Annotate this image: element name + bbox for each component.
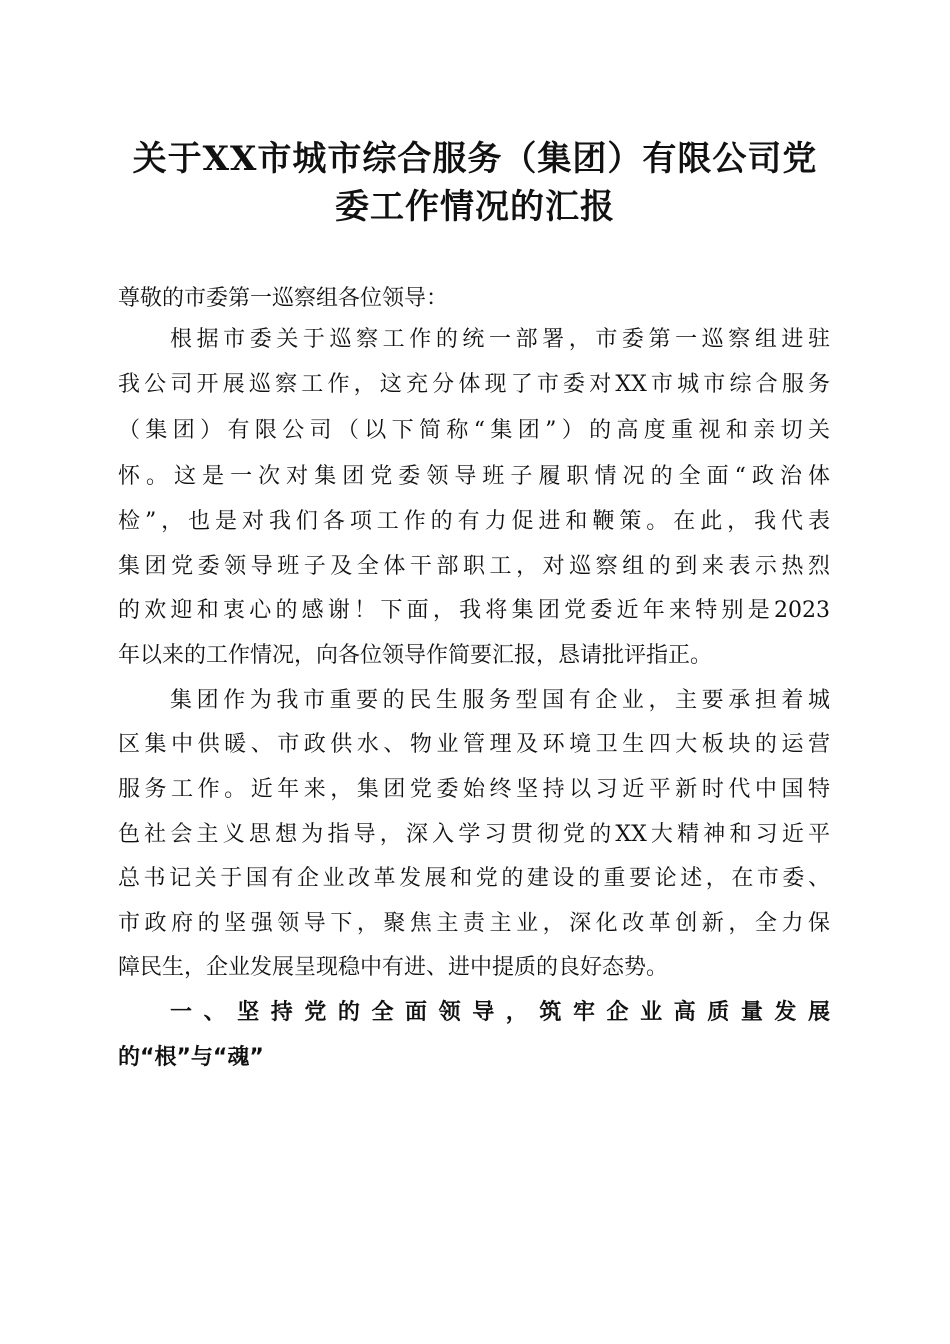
paragraph-2-line: 障民生，企业发展呈现稳中有进、进中提质的良好态势。 xyxy=(118,955,669,980)
section-heading-line-1: 一、坚持党的全面领导，筑牢企业高质量发展 xyxy=(170,1000,830,1025)
paragraph-2-line: 总书记关于国有企业改革发展和党的建设的重要论述，在市委、 xyxy=(118,866,830,891)
paragraph-1-line: 怀。这是一次对集团党委领导班子履职情况的全面“政治体 xyxy=(118,464,830,489)
paragraph-1-line: 集团党委领导班子及全体干部职工，对巡察组的到来表示热烈 xyxy=(118,554,830,579)
paragraph-1-line: 检”，也是对我们各项工作的有力促进和鞭策。在此，我代表 xyxy=(118,509,830,534)
document-title-line-2: 委工作情况的汇报 xyxy=(335,187,615,227)
paragraph-2-line: 区集中供暖、市政供水、物业管理及环境卫生四大板块的运营 xyxy=(118,732,830,757)
paragraph-1-line: 的欢迎和衷心的感谢！下面，我将集团党委近年来特别是2023 xyxy=(118,598,830,623)
paragraph-1-line: 根据市委关于巡察工作的统一部署，市委第一巡察组进驻 xyxy=(170,327,830,352)
document-title-line-1: 关于XX市城市综合服务（集团）有限公司党 xyxy=(132,139,818,179)
paragraph-1-line: 年以来的工作情况，向各位领导作简要汇报，恳请批评指正。 xyxy=(118,643,713,668)
paragraph-1-line: （集团）有限公司（以下简称“集团”）的高度重视和亲切关 xyxy=(118,418,830,443)
paragraph-2-line: 色社会主义思想为指导，深入学习贯彻党的XX大精神和习近平 xyxy=(118,822,830,847)
salutation: 尊敬的市委第一巡察组各位领导： xyxy=(118,286,449,311)
paragraph-2-line: 市政府的坚强领导下，聚焦主责主业，深化改革创新，全力保 xyxy=(118,911,830,936)
paragraph-2-line: 服务工作。近年来，集团党委始终坚持以习近平新时代中国特 xyxy=(118,777,830,802)
paragraph-1-line: 我公司开展巡察工作，这充分体现了市委对XX市城市综合服务 xyxy=(118,372,830,397)
paragraph-2-line: 集团作为我市重要的民生服务型国有企业，主要承担着城 xyxy=(170,688,830,713)
section-heading-line-2: 的“根”与“魂” xyxy=(118,1045,264,1070)
